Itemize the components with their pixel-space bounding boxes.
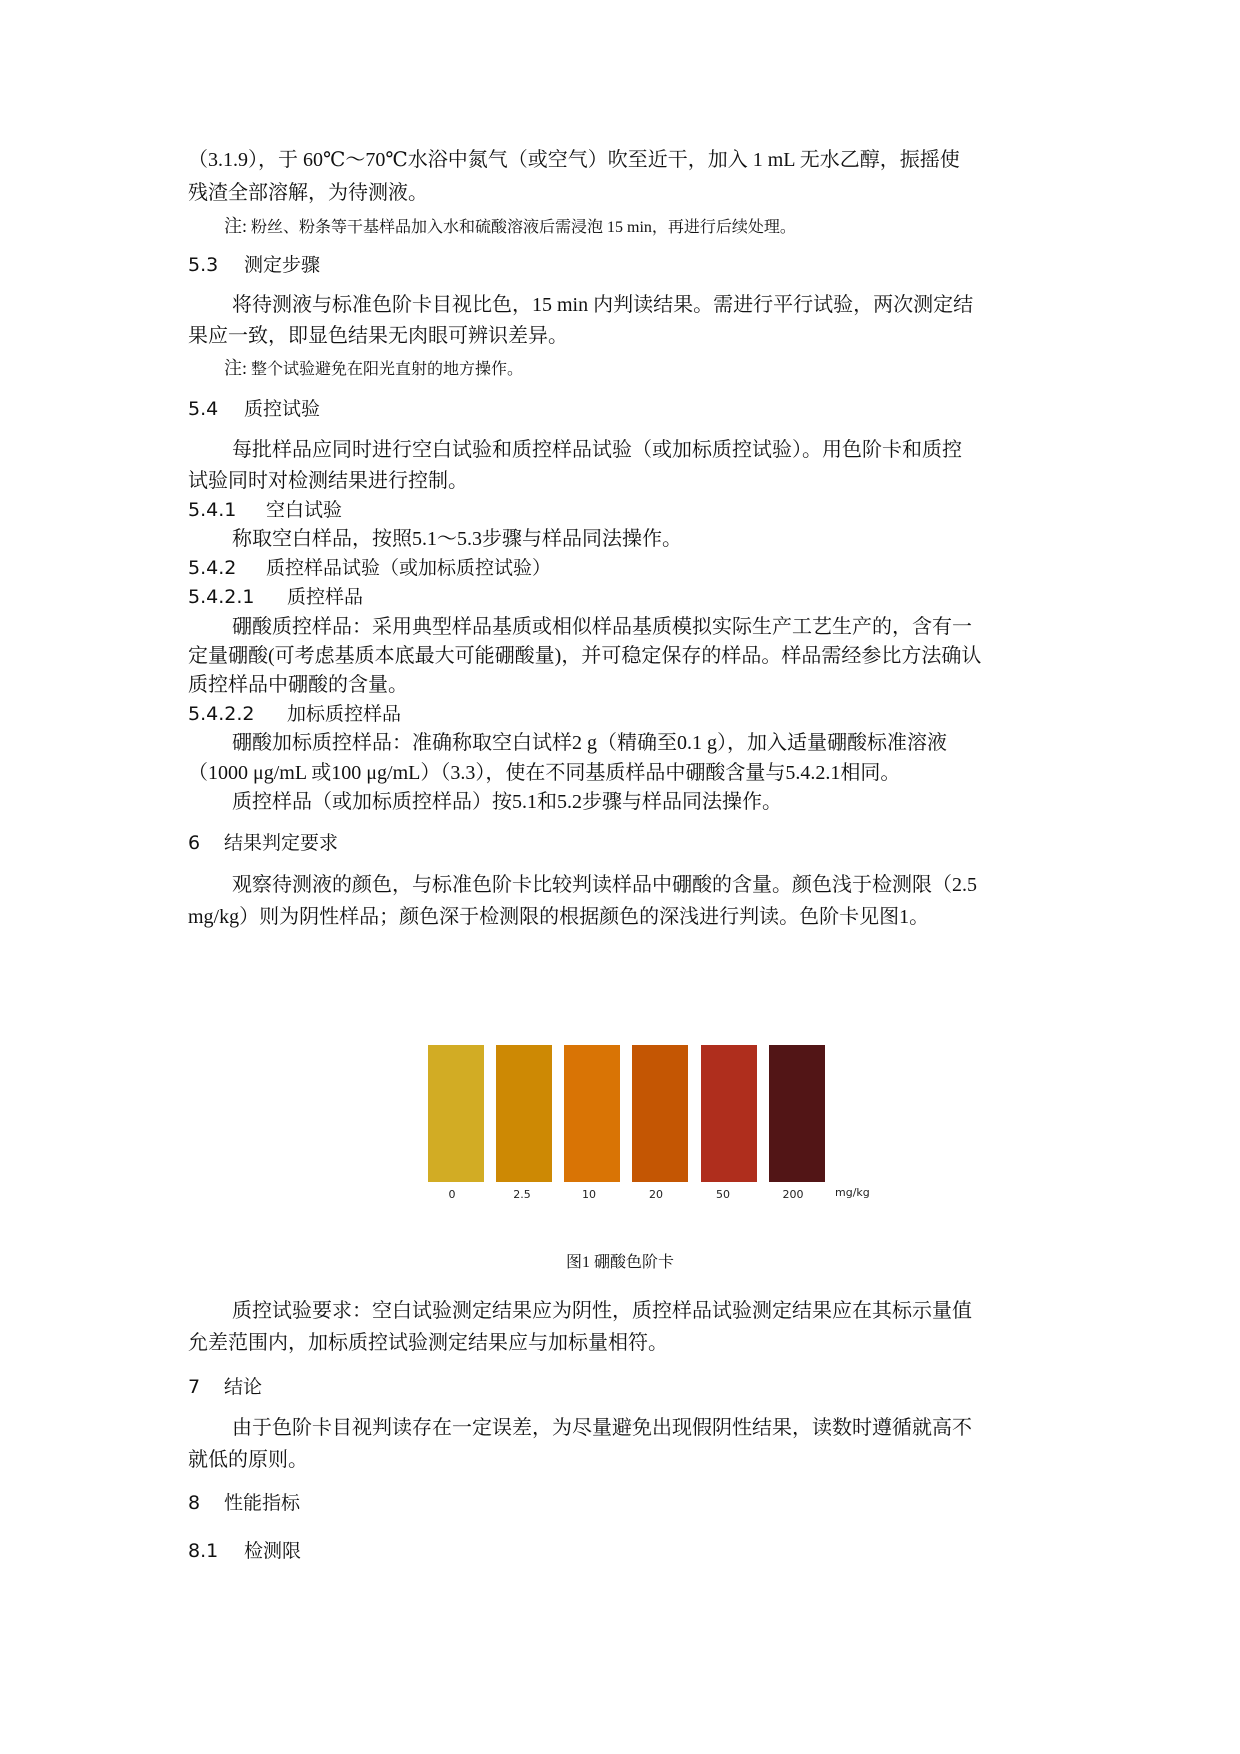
color-swatch-50 [701,1045,757,1182]
swatch-label: 20 [649,1188,663,1201]
paragraph-line: 允差范围内，加标质控试验测定结果应与加标量相符。 [188,1332,668,1354]
paragraph-line: 质控样品中硼酸的含量。 [188,674,408,696]
color-swatch-0 [428,1045,484,1182]
swatch-label: 50 [716,1188,730,1201]
swatch-label: 2.5 [513,1188,531,1201]
section-heading-5-4-2 [188,555,551,582]
color-swatch-2-5 [496,1045,552,1182]
paragraph-line: 观察待测液的颜色，与标准色阶卡比较判读样品中硼酸的含量。颜色浅于检测限（2.5 [232,874,977,896]
section-title: 结论 [224,1376,263,1398]
paragraph-line: 试验同时对检测结果进行控制。 [188,470,468,492]
paragraph-line: 果应一致，即显色结果无肉眼可辨识差异。 [188,325,568,347]
paragraph-line: （3.1.9），于 60℃～70℃水浴中氮气（或空气）吹至近干，加入 1 mL 无水乙醇，振摇使 [188,149,960,171]
section-number: 5.3 [188,254,219,276]
section-heading-5-4-2-2 [188,701,401,728]
note [224,357,523,381]
note-label: 注: [224,358,248,378]
note-label: 注: [224,216,248,236]
paragraph-line: 残渣全部溶解，为待测液。 [188,182,428,204]
section-heading-6 [188,830,338,856]
section-heading-5-4-2-1 [188,584,363,611]
section-title: 检测限 [244,1540,302,1562]
swatch-label: 200 [782,1188,804,1201]
paragraph-line: 质控试验要求：空白试验测定结果应为阴性，质控样品试验测定结果应在其标示量值 [232,1300,972,1322]
figure-caption: 图1 硼酸色阶卡 [565,1254,674,1271]
paragraph-line: 称取空白样品，按照5.1～5.3步骤与样品同法操作。 [232,528,682,550]
section-heading-5-4 [188,396,320,422]
section-heading-5-3 [188,252,320,278]
color-swatch-20 [632,1045,688,1182]
paragraph-line: 每批样品应同时进行空白试验和质控样品试验（或加标质控试验）。用色阶卡和质控 [232,439,962,461]
unit-label: mg/kg [835,1186,870,1199]
section-number: 5.4.2 [188,557,237,579]
section-title: 性能指标 [224,1492,301,1514]
paragraph-line: 将待测液与标准色阶卡目视比色，15 min 内判读结果。需进行平行试验，两次测定结 [232,294,974,316]
paragraph-line: mg/kg）则为阴性样品；颜色深于检测限的根据颜色的深浅进行判读。色阶卡见图1。 [188,906,930,928]
paragraph-line: 定量硼酸(可考虑基质本底最大可能硼酸量)，并可稳定保存的样品。样品需经参比方法确认 [188,645,982,667]
section-heading-8 [188,1490,300,1516]
section-number: 7 [188,1376,201,1398]
paragraph-line: 硼酸加标质控样品：准确称取空白试样2 g（精确至0.1 g），加入适量硼酸标准溶液 [232,732,947,754]
paragraph-line: 就低的原则。 [188,1449,308,1471]
paragraph-line: 硼酸质控样品：采用典型样品基质或相似样品基质模拟实际生产工艺生产的，含有一 [232,616,972,638]
section-number: 5.4.2.1 [188,586,255,608]
section-number: 6 [188,832,201,854]
note-text: 粉丝、粉条等干基样品加入水和硫酸溶液后需浸泡 15 min，再进行后续处理。 [251,219,796,236]
swatch-label: 0 [448,1188,456,1201]
section-number: 5.4.1 [188,499,237,521]
swatch-label: 10 [582,1188,596,1201]
section-number: 8.1 [188,1540,219,1562]
section-title: 测定步骤 [244,254,321,276]
paragraph-line: （1000 μg/mL 或100 μg/mL）（3.3），使在不同基质样品中硼酸含量与5.4.2.1相同。 [188,762,901,784]
paragraph-line: 由于色阶卡目视判读存在一定误差，为尽量避免出现假阴性结果，读数时遵循就高不 [232,1417,972,1439]
section-heading-8-1 [188,1538,301,1564]
section-heading-7 [188,1374,262,1400]
section-title: 加标质控样品 [287,704,402,725]
note-text: 整个试验避免在阳光直射的地方操作。 [251,361,524,378]
section-heading-5-4-1 [188,497,342,524]
paragraph-line: 质控样品（或加标质控样品）按5.1和5.2步骤与样品同法操作。 [232,791,782,813]
section-title: 空白试验 [266,500,343,521]
section-title: 质控样品 [287,587,364,608]
section-title: 质控试验 [244,398,321,420]
color-swatch-10 [564,1045,620,1182]
section-number: 5.4 [188,398,219,420]
section-title: 质控样品试验（或加标质控试验） [266,558,552,579]
section-number: 8 [188,1492,201,1514]
section-title: 结果判定要求 [224,832,339,854]
note [224,215,796,239]
color-swatch-200 [769,1045,825,1182]
section-number: 5.4.2.2 [188,703,255,725]
